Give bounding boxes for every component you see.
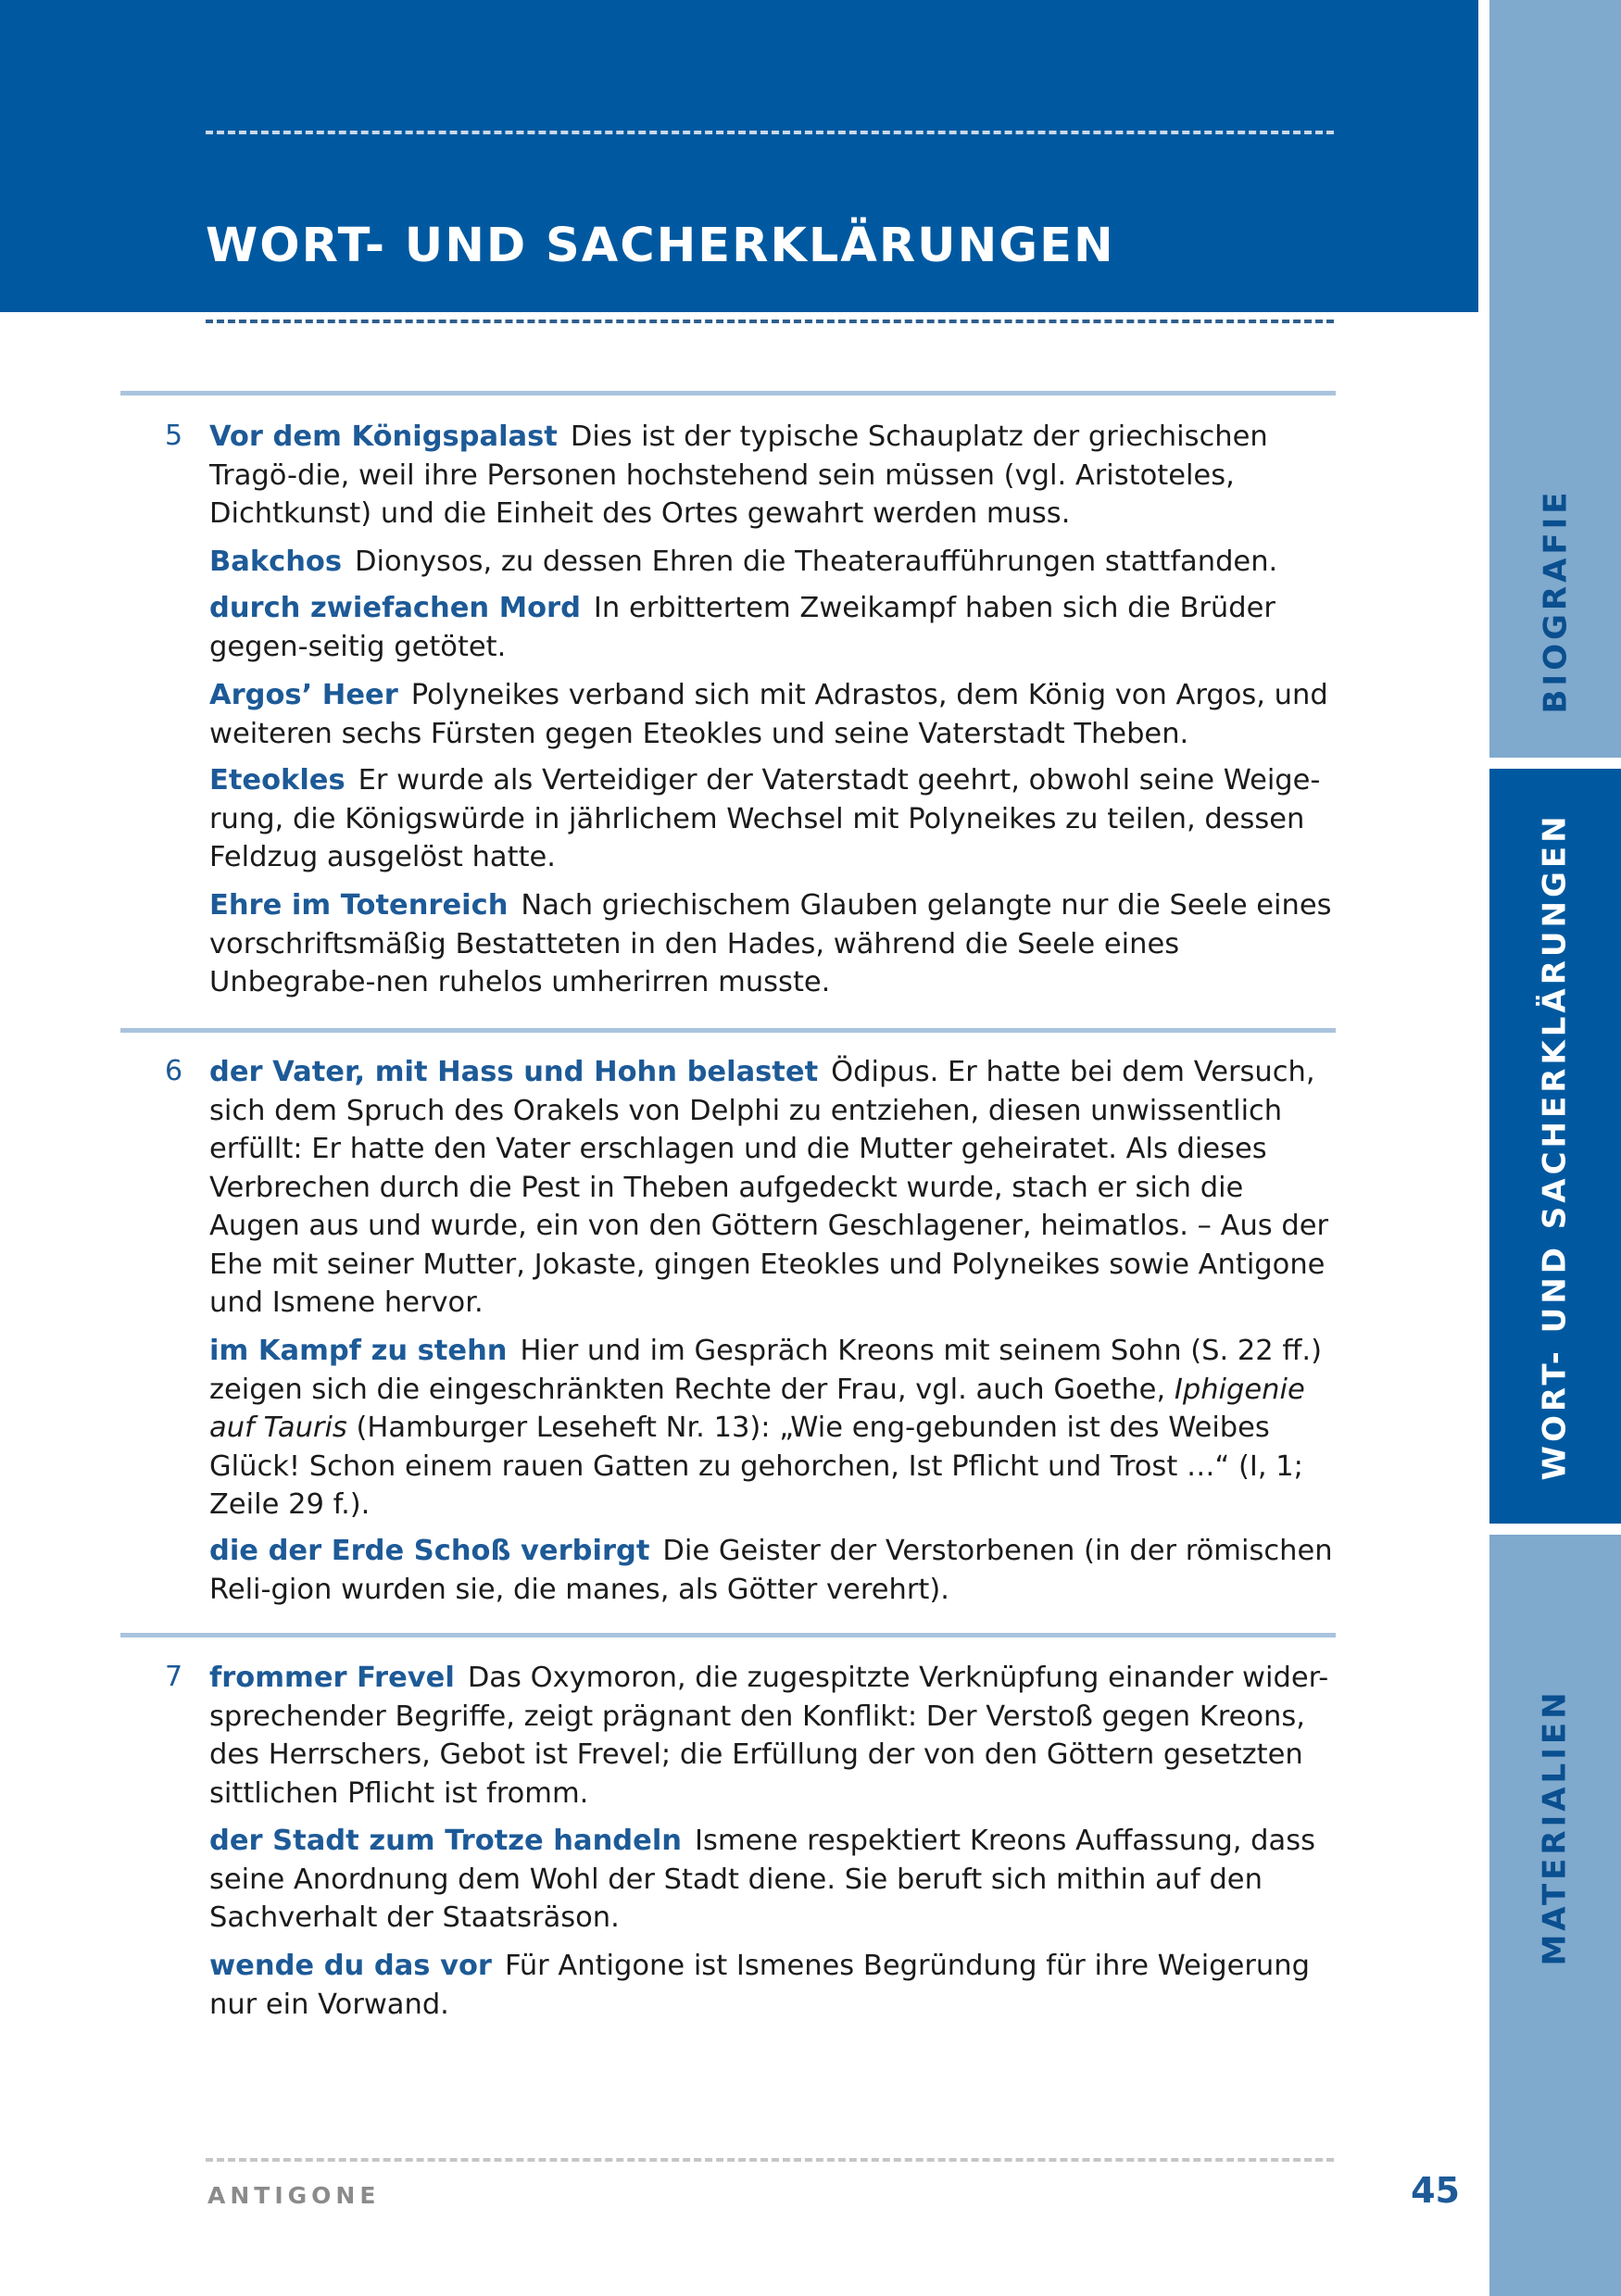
chapter-header xyxy=(0,0,1478,312)
glossary-text: Das Oxymoron, die zugespitzte Verknüpfung einander wider-sprechender Begriffe, zeigt prägnant den Konflikt: Der Verstoß gegen Kreons, des Herrschers, Gebot ist Frevel; die Erfüllung der von den Göttern gesetzten sittlichen Pflicht ist fromm. xyxy=(209,1662,1329,1810)
footer-dashed-rule xyxy=(206,2158,1334,2162)
glossary-text: Die Geister der Verstorbenen (in der römischen Reli-gion wurden sie, die manes, als Götter verehrt). xyxy=(209,1535,1333,1606)
section-number: 6 xyxy=(165,1055,183,1087)
glossary-term: der Vater, mit Hass und Hohn belastet xyxy=(209,1056,819,1088)
glossary-text: Polyneikes verband sich mit Adrastos, dem König von Argos, und weiteren sechs Fürsten gegen Eteokles und seine Vaterstadt Theben. xyxy=(209,679,1328,750)
chapter-sidebar xyxy=(1489,0,1621,2296)
glossary-term: Ehre im Totenreich xyxy=(209,889,509,922)
glossary-entry xyxy=(209,886,1336,1002)
section-number: 7 xyxy=(165,1661,183,1693)
glossary-italic-title: Iphigenie auf Tauris xyxy=(209,1373,1305,1444)
glossary-text: Hier und im Gespräch Kreons mit seinem Sohn (S. 22 ff.) zeigen sich die eingeschränkten Rechte der Frau, vgl. auch Goethe, xyxy=(209,1335,1323,1406)
footer-book-title: ANTIGONE xyxy=(207,2182,381,2209)
glossary-text: Nach griechischem Glauben gelangte nur die Seele eines vorschriftsmäßig Bestatteten in den Hades, während die Seele eines Unbegrabe-nen ruhelos umherirren musste. xyxy=(209,889,1332,998)
glossary-text: Ismene respektiert Kreons Auffassung, dass seine Anordnung dem Wohl der Stadt diene. Sie beruft sich mithin auf den Sachverhalt der Staatsräson. xyxy=(209,1825,1315,1934)
glossary-entry xyxy=(209,676,1336,753)
header-bottom-dashed-rule xyxy=(206,320,1334,323)
glossary-text: Dionysos, zu dessen Ehren die Theateraufführungen stattfanden. xyxy=(355,546,1278,578)
glossary-term: durch zwiefachen Mord xyxy=(209,592,581,624)
glossary-term: Argos’ Heer xyxy=(209,679,398,711)
glossary-entry xyxy=(209,589,1336,666)
glossary-entry xyxy=(209,418,1336,533)
sidebar-tab-biografie[interactable] xyxy=(1489,0,1621,758)
glossary-text: Er wurde als Verteidiger der Vaterstadt geehrt, obwohl seine Weige-rung, die Königswürde in jährlichem Wechsel mit Polyneikes zu teilen, dessen Feldzug ausgelöst hatte. xyxy=(209,764,1321,873)
sidebar-tab-label: MATERIALIEN xyxy=(1537,1688,1575,1966)
glossary-term: die der Erde Schoß verbirgt xyxy=(209,1535,650,1567)
glossary-term: wende du das vor xyxy=(209,1950,492,1982)
glossary-term: Eteokles xyxy=(209,764,346,797)
glossary-term: Bakchos xyxy=(209,546,343,578)
glossary-term: frommer Frevel xyxy=(209,1662,455,1694)
glossary-entry xyxy=(209,1332,1336,1524)
glossary-term: im Kampf zu stehn xyxy=(209,1335,508,1367)
sidebar-tab-wort-und-sacherklaerungen[interactable] xyxy=(1489,769,1621,1524)
section-rule xyxy=(120,1028,1336,1033)
glossary-entry xyxy=(209,543,1336,582)
glossary-entry xyxy=(209,1659,1336,1813)
section-number: 5 xyxy=(165,420,183,452)
glossary-entry xyxy=(209,1532,1336,1609)
header-top-dashed-rule xyxy=(206,131,1334,134)
glossary-term: der Stadt zum Trotze handeln xyxy=(209,1825,682,1857)
glossary-entry xyxy=(209,761,1336,877)
glossary-text: (Hamburger Leseheft Nr. 13): „Wie eng-gebunden ist des Weibes Glück! Schon einem rauen Gatten zu gehorchen, Ist Pflicht und Trost …“ (I, 1; Zeile 29 f.). xyxy=(209,1411,1303,1521)
sidebar-tab-label: WORT- UND SACHERKLÄRUNGEN xyxy=(1537,811,1575,1481)
chapter-title: WORT- UND SACHERKLÄRUNGEN xyxy=(206,219,1115,273)
section-rule xyxy=(120,391,1336,395)
sidebar-tab-label: BIOGRAFIE xyxy=(1537,488,1575,714)
glossary-entry xyxy=(209,1053,1336,1323)
section-rule xyxy=(120,1633,1336,1637)
glossary-text: Dies ist der typische Schauplatz der griechischen Tragö-die, weil ihre Personen hochstehend sein müssen (vgl. Aristoteles, Dichtkunst) und die Einheit des Ortes gewahrt werden muss. xyxy=(209,420,1268,530)
glossary-text: Ödipus. Er hatte bei dem Versuch, sich dem Spruch des Orakels von Delphi zu entziehen, diesen unwissentlich erfüllt: Er hatte den Vater erschlagen und die Mutter geheiratet. Als dieses Verbrechen durch die Pest in Theben aufgedeckt wurde, stach er sich die Augen aus und wurde, ein von den Göttern Geschlagener, heimatlos. – Aus der Ehe mit seiner Mutter, Jokaste, gingen Eteokles und Polyneikes sowie Antigone und Ismene hervor. xyxy=(209,1056,1329,1319)
glossary-text: Für Antigone ist Ismenes Begründung für ihre Weigerung nur ein Vorwand. xyxy=(209,1950,1310,2021)
page-number: 45 xyxy=(1411,2170,1460,2211)
sidebar-tab-materialien[interactable] xyxy=(1489,1535,1621,2296)
glossary-entry xyxy=(209,1822,1336,1938)
glossary-term: Vor dem Königspalast xyxy=(209,420,558,453)
glossary-entry xyxy=(209,1947,1336,2024)
glossary-text: In erbittertem Zweikampf haben sich die Brüder gegen-seitig getötet. xyxy=(209,592,1275,663)
